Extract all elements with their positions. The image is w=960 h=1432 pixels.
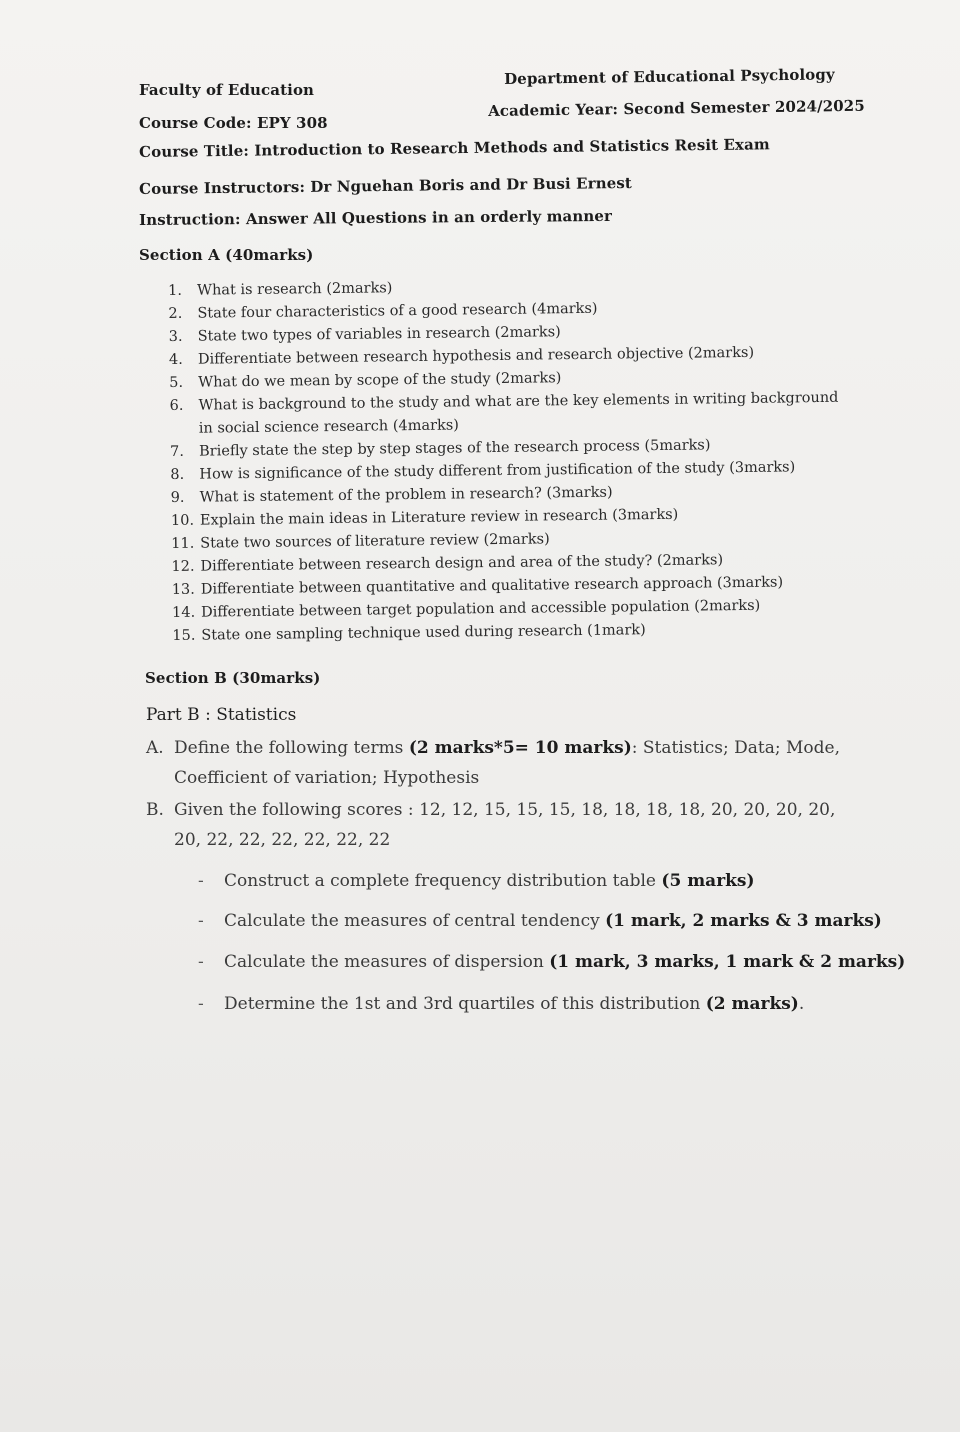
course-title: Course Title: Introduction to Research Methods and Statistics Resit Exam [139,135,770,161]
question-number: 5. [169,374,184,391]
course-instructors: Course Instructors: Dr Nguehan Boris and Dr Busi Ernest [139,173,632,198]
task-marks: (2 marks) [705,994,799,1014]
question-text: What is statement of the problem in research? (3marks) [199,484,613,506]
question-number: 9. [170,489,185,506]
item-letter: B. [146,800,164,820]
question-number: 14. [171,604,196,621]
question-number: 10. [170,512,195,529]
task-marks: (5 marks) [661,871,755,891]
question-number: 4. [168,351,183,368]
question-text: State one sampling technique used during research (1mark) [201,622,646,644]
question-number: 1. [168,282,183,299]
task-text: Construct a complete frequency distribution table [224,871,662,891]
section-b-item-b [146,795,846,855]
item-terms: : Statistics; Data; Mode, Coefficient of variation; Hypothesis [174,738,840,788]
question-item [169,387,850,441]
section-a-title: Section A (40marks) [139,246,314,264]
section-a-question-list [168,272,852,648]
question-number: 3. [168,328,183,345]
question-text: State two types of variables in research (2marks) [197,324,561,345]
faculty-label: Faculty of Education [139,81,315,99]
department-label: Department of Educational Psychology [504,65,835,88]
section-b-item-a [146,733,846,793]
item-lead: Define the following terms [174,738,404,758]
part-b-title: Part B : Statistics [146,705,297,725]
question-number: 11. [171,535,195,552]
question-number: 2. [168,305,183,322]
section-b-title: Section B (30marks) [145,669,321,687]
question-text: State two sources of literature review (2marks) [200,531,550,552]
task-item [198,911,882,931]
question-text: Differentiate between research design and area of the study? (2marks) [200,552,724,575]
question-text: Differentiate between target population and accessible population (2marks) [200,597,761,621]
task-tail: . [798,994,805,1014]
item-marks: (2 marks*5= 10 marks) [408,738,632,758]
task-item [198,952,905,972]
item-letter: A. [146,738,164,758]
question-number: 8. [170,466,185,483]
dash-marker: - [198,871,204,891]
task-item [198,994,804,1014]
question-text: Explain the main ideas in Literature review in research (3marks) [199,506,679,529]
task-marks: (1 mark, 2 marks & 3 marks) [605,911,882,931]
question-number: 15. [172,627,196,644]
dash-marker: - [198,994,204,1014]
task-text: Calculate the measures of central tendency [224,911,606,931]
question-text: State four characteristics of a good research (4marks) [197,300,598,322]
question-text: Differentiate between quantitative and qualitative research approach (3marks) [200,574,784,598]
question-text: What is background to the study and what are the key elements in writing background in social science research (4marks) [198,389,839,437]
question-text: What is research (2marks) [197,280,393,299]
question-text: How is significance of the study different from justification of the study (3marks) [199,459,796,483]
task-item [198,871,755,891]
dash-marker: - [198,911,204,931]
item-body [146,733,846,793]
item-body: Given the following scores : 12, 12, 15, 15, 15, 18, 18, 18, 18, 20, 20, 20, 20, 20, 22, 22, 22, 22, 22, 22 [174,800,836,850]
question-text: What do we mean by scope of the study (2marks) [198,370,562,391]
dash-marker: - [198,952,204,972]
exam-instruction: Instruction: Answer All Questions in an orderly manner [139,206,613,229]
task-text: Determine the 1st and 3rd quartiles of this distribution [224,994,706,1014]
task-text: Calculate the measures of dispersion [224,952,550,972]
question-number: 12. [171,558,195,575]
academic-year: Academic Year: Second Semester 2024/2025 [488,96,865,120]
question-number: 13. [171,581,195,598]
question-text: Differentiate between research hypothesis and research objective (2marks) [197,344,755,368]
question-text: Briefly state the step by step stages of the research process (5marks) [199,437,711,460]
task-marks: (1 mark, 3 marks, 1 mark & 2 marks) [549,952,906,972]
course-code: Course Code: EPY 308 [139,114,328,132]
question-number: 6. [169,397,184,414]
question-number: 7. [170,443,185,460]
